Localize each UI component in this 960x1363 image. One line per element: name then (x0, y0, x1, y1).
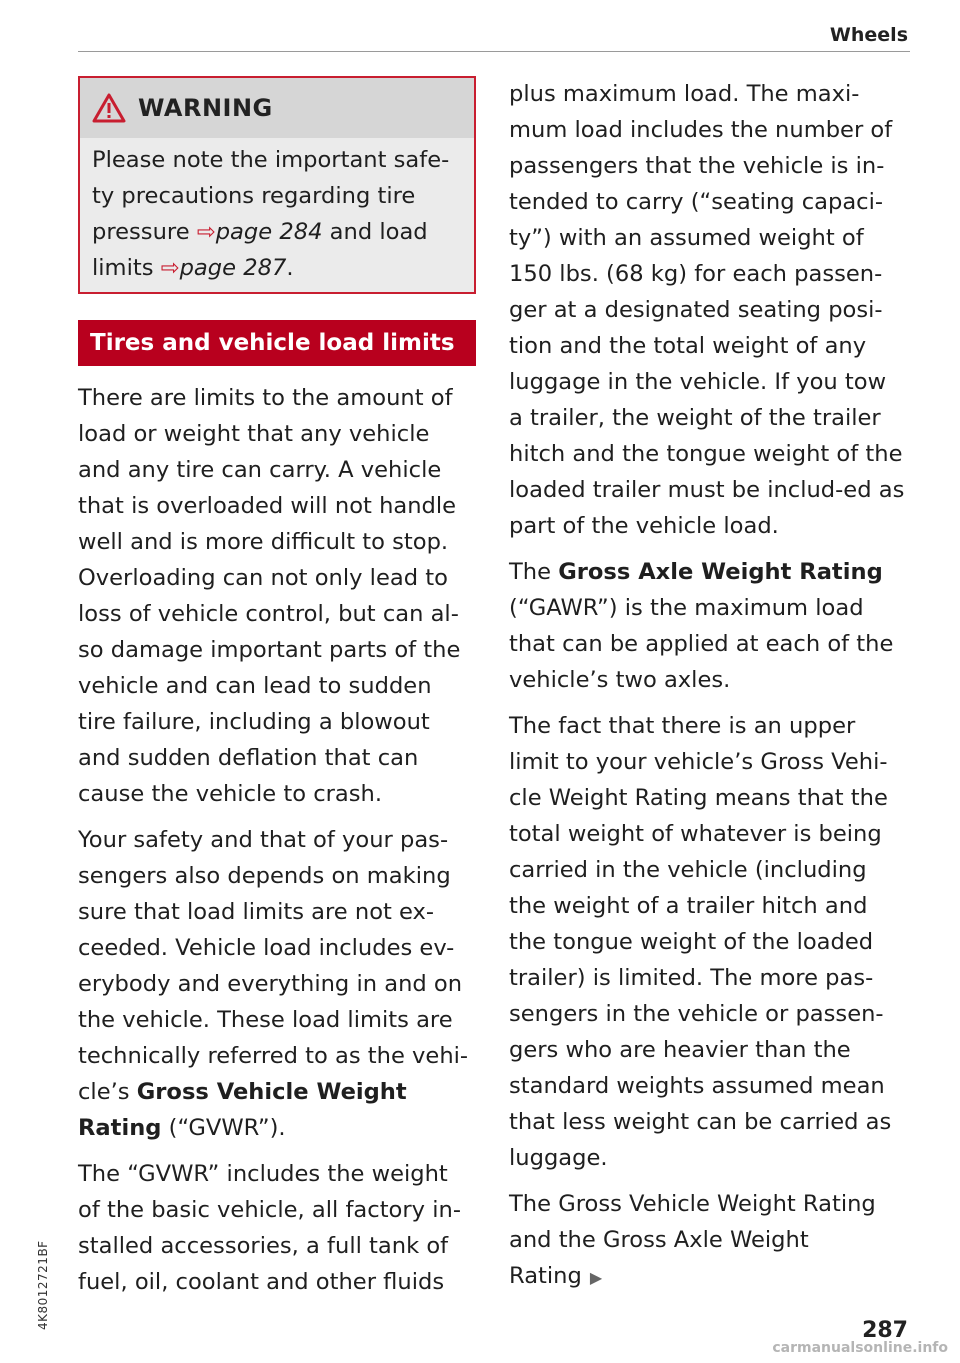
warning-body (80, 138, 474, 292)
paragraph-text: The Gross Vehicle Weight Rating and the Gross Axle Weight Rating (509, 1191, 876, 1289)
warning-text-part1: Please note the important safe-ty precautions regarding tire pressure (92, 147, 450, 245)
header-divider (78, 51, 910, 52)
warning-title: WARNING (138, 94, 273, 122)
warning-header (80, 78, 474, 138)
right-column (509, 76, 907, 1306)
page-ref-link[interactable]: page 284 (215, 219, 323, 245)
warning-text-part2: and load limits (92, 219, 428, 281)
paragraph-text: (“GVWR”). (161, 1115, 286, 1141)
paragraph: plus maximum load. The maxi-mum load includes the number of passengers that the vehicle is in-tended to carry (“seating capaci-ty”) with an assumed weight of 150 lbs. (68 kg) for each passen-ger at a designated seating posi-tion and the total weight of any luggage in the vehicle. If you tow a trailer, the weight of the trailer hitch and the tongue weight of the loaded trailer must be includ-ed as part of the vehicle load. (509, 81, 905, 539)
section-heading: Tires and vehicle load limits (78, 320, 476, 366)
page-number: 287 (862, 1318, 908, 1343)
warning-text (92, 142, 462, 286)
paragraph (509, 554, 907, 698)
document-code-text: 4K8012721BF (36, 1240, 50, 1330)
paragraph-text: The (509, 559, 559, 585)
paragraph: The “GVWR” includes the weight of the basic vehicle, all factory in-stalled accessories, a full tank of fuel, oil, coolant and other fluids (78, 1161, 461, 1295)
warning-triangle-icon (92, 93, 126, 123)
header-section-title: Wheels (829, 24, 908, 46)
watermark: carmanualsonline.info (772, 1340, 948, 1356)
page-ref-arrow-icon: ⇨ (196, 219, 216, 245)
bold-term: Gross Vehicle Weight Rating (78, 1079, 407, 1141)
paragraph (78, 822, 476, 1146)
paragraph: There are limits to the amount of load or weight that any vehicle and any tire can carry. A vehicle that is overloaded will not handle well and is more difficult to stop. Overloading can not only lead to loss of vehicle control, but can al-so damage important parts of the vehicle and can lead to sudden tire failure, including a blowout and sudden deflation that can cause the vehicle to crash. (78, 385, 461, 807)
document-code (36, 1110, 56, 1330)
page-ref-arrow-icon: ⇨ (160, 255, 180, 281)
paragraph: The fact that there is an upper limit to your vehicle’s Gross Vehi-cle Weight Rating means that the total weight of whatever is being carried in the vehicle (including the weight of a trailer hitch and the tongue weight of the loaded trailer) is limited. The more pas-sengers in the vehicle or passen-gers who are heavier than the standard weights assumed mean that less weight can be carried as luggage. (509, 713, 892, 1171)
paragraph (509, 1186, 907, 1296)
warning-box (78, 76, 476, 294)
page-ref-link[interactable]: page 287 (179, 255, 287, 281)
paragraph-text: Your safety and that of your pas-sengers also depends on making sure that load limits are not ex-ceeded. Vehicle load includes ev-erybody and everything in and on the vehicle. These load limits are technically referred to as the vehi-cle’s (78, 827, 469, 1105)
continue-arrow-icon: ▶ (589, 1268, 603, 1287)
warning-text-end: . (286, 255, 294, 281)
left-column (78, 76, 476, 1310)
paragraph-text: (“GAWR”) is the maximum load that can be applied at each of the vehicle’s two axles. (509, 595, 894, 693)
bold-term: Gross Axle Weight Rating (558, 559, 883, 585)
